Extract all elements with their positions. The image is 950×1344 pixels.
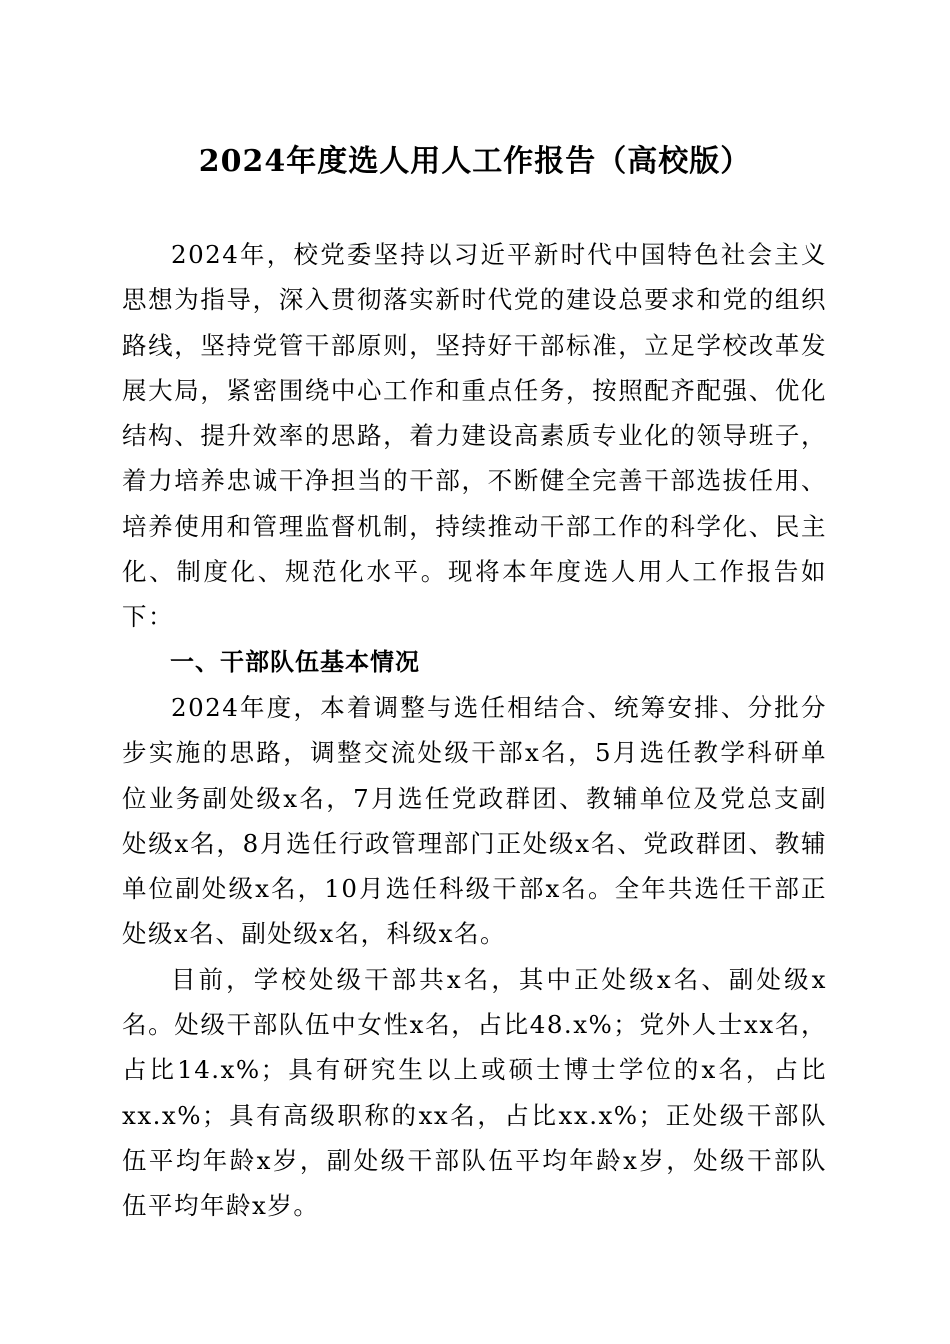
appointments-paragraph: 2024年度，本着调整与选任相结合、统筹安排、分批分步实施的思路，调整交流处级干部x名，5月选任教学科研单位业务副处级x名，7月选任党政群团、教辅单位及党总支副处级x名，8月选任行政管理部门正处级x名、党政群团、教辅单位副处级x名，10月选任科级干部x名。全年共选任干部正处级x名、副处级x名，科级x名。 xyxy=(122,692,827,949)
cadre-statistics-paragraph: 目前，学校处级干部共x名，其中正处级x名、副处级x名。处级干部队伍中女性x名，占比48.x%；党外人士xx名，占比14.x%；具有研究生以上或硕士博士学位的x名，占比xx.x%；具有高级职称的xx名，占比xx.x%；正处级干部队伍平均年龄x岁，副处级干部队伍平均年龄x岁，处级干部队伍平均年龄x岁。 xyxy=(122,964,827,1221)
intro-paragraph: 2024年，校党委坚持以习近平新时代中国特色社会主义思想为指导，深入贯彻落实新时代党的建设总要求和党的组织路线，坚持党管干部原则，坚持好干部标准，立足学校改革发展大局，紧密围绕中心工作和重点任务，按照配齐配强、优化结构、提升效率的思路，着力建设高素质专业化的领导班子，着力培养忠诚干净担当的干部，不断健全完善干部选拔任用、培养使用和管理监督机制，持续推动干部工作的科学化、民主化、制度化、规范化水平。现将本年度选人用人工作报告如下： xyxy=(122,240,827,632)
document-body xyxy=(122,232,827,1229)
document-title: 2024年度选人用人工作报告（高校版） xyxy=(198,144,752,179)
section-heading: 一、干部队伍基本情况 xyxy=(170,647,420,676)
